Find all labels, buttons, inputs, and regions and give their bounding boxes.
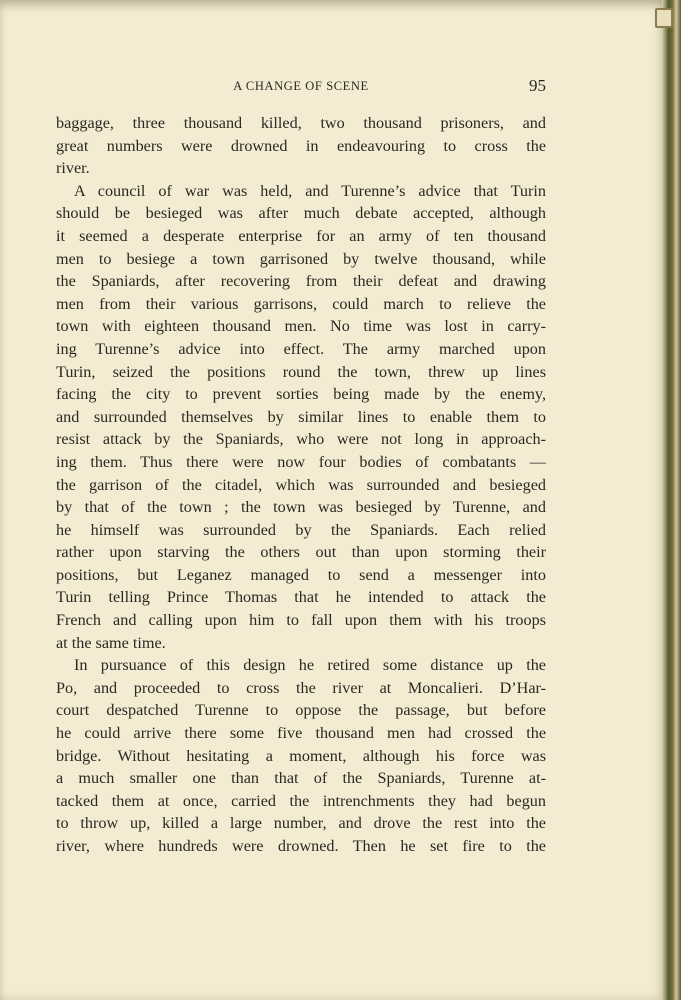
page-header bbox=[56, 76, 546, 98]
text-line: at the same time. bbox=[56, 633, 166, 652]
text-line: river. bbox=[56, 159, 90, 178]
text-line: bridge. Without hesitating a moment, although his force was bbox=[56, 746, 546, 765]
text-line: the garrison of the citadel, which was surrounded and besieged bbox=[56, 475, 546, 494]
text-line: In pursuance of this design he retired some distance up the bbox=[74, 656, 546, 675]
page-number: 95 bbox=[529, 76, 546, 95]
text-line: should be besieged was after much debate accepted, although bbox=[56, 204, 546, 223]
text-line: Turin telling Prince Thomas that he intended to attack the bbox=[56, 588, 546, 607]
text-line: men to besiege a town garrisoned by twelve thousand, while bbox=[56, 249, 546, 268]
text-line: tacked them at once, carried the intrenchments they had begun bbox=[56, 791, 546, 810]
text-line: the Spaniards, after recovering from their defeat and drawing bbox=[56, 272, 546, 291]
text-line: French and calling upon him to fall upon them with his troops bbox=[56, 611, 546, 630]
text-line: rather upon starving the others out than upon storming their bbox=[56, 543, 546, 562]
text-line: he himself was surrounded by the Spaniards. Each relied bbox=[56, 520, 546, 539]
running-title: A CHANGE OF SCENE bbox=[233, 79, 369, 93]
text-line: ing them. Thus there were now four bodies of combatants — bbox=[56, 452, 546, 471]
text-line: a much smaller one than that of the Spaniards, Turenne at- bbox=[56, 769, 546, 788]
text-line: Turin, seized the positions round the town, threw up lines bbox=[56, 362, 546, 381]
text-line: positions, but Leganez managed to send a messenger into bbox=[56, 565, 546, 584]
text-line: to throw up, killed a large number, and drove the rest into the bbox=[56, 814, 546, 833]
text-line: Po, and proceeded to cross the river at Moncalieri. D’Har- bbox=[56, 678, 546, 697]
book-page-edges bbox=[662, 0, 681, 1000]
text-line: baggage, three thousand killed, two thousand prisoners, and bbox=[56, 114, 546, 132]
text-line: court despatched Turenne to oppose the passage, but before bbox=[56, 701, 546, 720]
text-line: town with eighteen thousand men. No time was lost in carry- bbox=[56, 317, 546, 336]
text-line: men from their various garrisons, could march to relieve the bbox=[56, 294, 546, 313]
text-line: facing the city to prevent sorties being made by the enemy, bbox=[56, 385, 546, 404]
body-text bbox=[56, 112, 546, 858]
text-line: ing Turenne’s advice into effect. The army marched upon bbox=[56, 339, 546, 358]
text-line: he could arrive there some five thousand men had crossed the bbox=[56, 724, 546, 743]
text-line: great numbers were drowned in endeavouring to cross the bbox=[56, 136, 546, 155]
text-line: and surrounded themselves by similar lines to enable them to bbox=[56, 407, 546, 426]
text-line: A council of war was held, and Turenne’s advice that Turin bbox=[74, 181, 546, 200]
text-line: by that of the town ; the town was besieged by Turenne, and bbox=[56, 498, 546, 517]
text-line: river, where hundreds were drowned. Then he set fire to the bbox=[56, 837, 546, 855]
page-corner-mark bbox=[655, 8, 673, 28]
text-line: resist attack by the Spaniards, who were not long in approach- bbox=[56, 430, 546, 449]
text-line: it seemed a desperate enterprise for an army of ten thousand bbox=[56, 226, 546, 245]
